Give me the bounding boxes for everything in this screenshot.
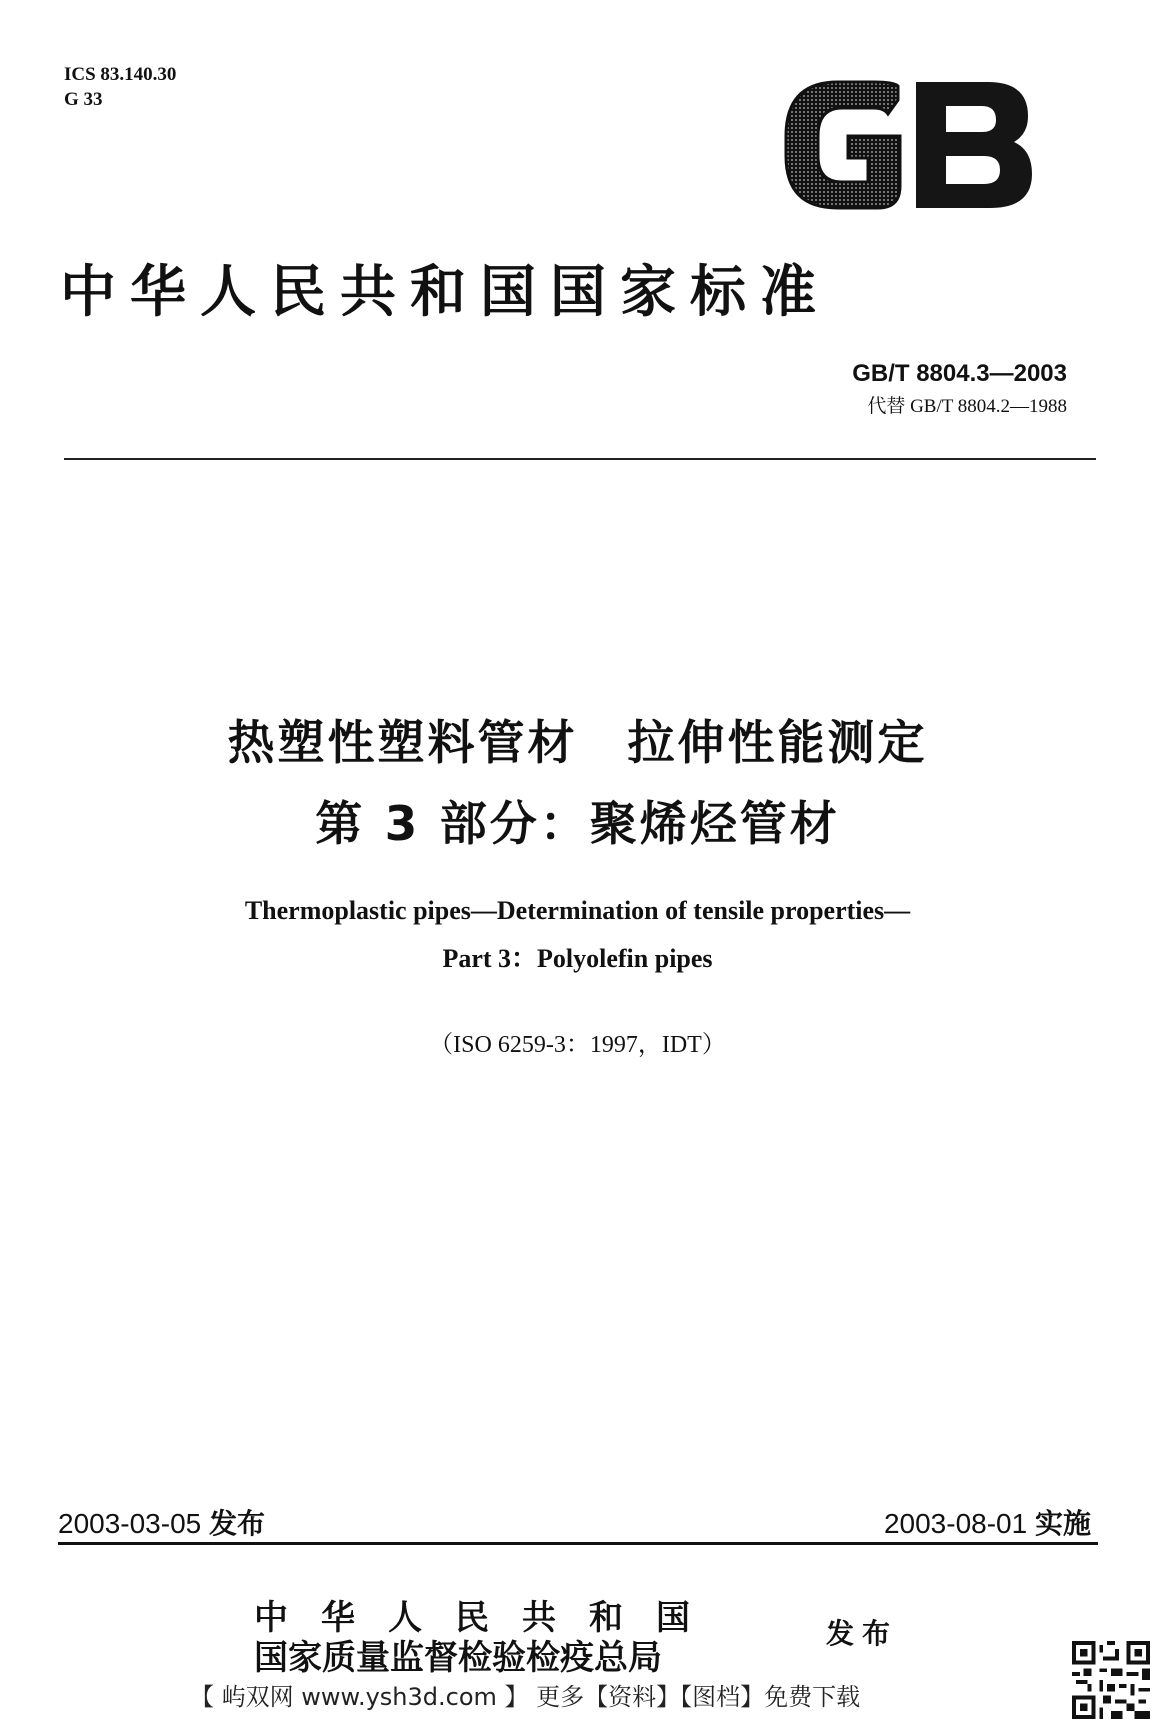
header-divider — [64, 458, 1096, 460]
issue-label: 发布 — [209, 1507, 266, 1540]
download-footer[interactable]: 【 屿双网 www.ysh3d.com 】 更多【资料】【图档】免费下载 — [190, 1683, 861, 1711]
gb-logo — [778, 78, 1038, 213]
issue-date-value: 2003-03-05 — [58, 1508, 202, 1539]
implement-date-value: 2003-08-01 — [883, 1508, 1028, 1539]
standard-number: GB/T 8804.3—2003 — [852, 360, 1067, 387]
classification-codes — [64, 62, 176, 112]
title-cn-line2: 第 3 部分：聚烯烃管材 — [315, 797, 840, 852]
issue-date — [58, 1502, 265, 1542]
qr-code-icon[interactable] — [1072, 1640, 1150, 1720]
ccs-code: G 33 — [64, 89, 103, 110]
issuer-line1: 中华人民共和国 — [254, 1598, 723, 1638]
issuer-line2: 国家质量监督检验检疫总局 — [254, 1638, 662, 1678]
national-standard-title: 中华人民共和国国家标准 — [60, 260, 830, 325]
title-en-line2: Part 3：Polyolefin pipes — [442, 944, 713, 973]
publish-label: 发布 — [826, 1617, 899, 1650]
implement-label: 实施 — [1034, 1507, 1091, 1540]
footer-divider — [58, 1542, 1098, 1545]
implement-date — [884, 1502, 1091, 1542]
iso-reference: （ISO 6259-3：1997，IDT） — [429, 1032, 726, 1058]
ics-code: ICS 83.140.30 — [64, 64, 177, 85]
title-en-line1: Thermoplastic pipes—Determination of tensile properties— — [244, 896, 911, 925]
replaces-standard: 代替 GB/T 8804.2—1988 — [867, 396, 1067, 417]
title-cn-line1: 热塑性塑料管材 拉伸性能测定 — [227, 716, 928, 771]
